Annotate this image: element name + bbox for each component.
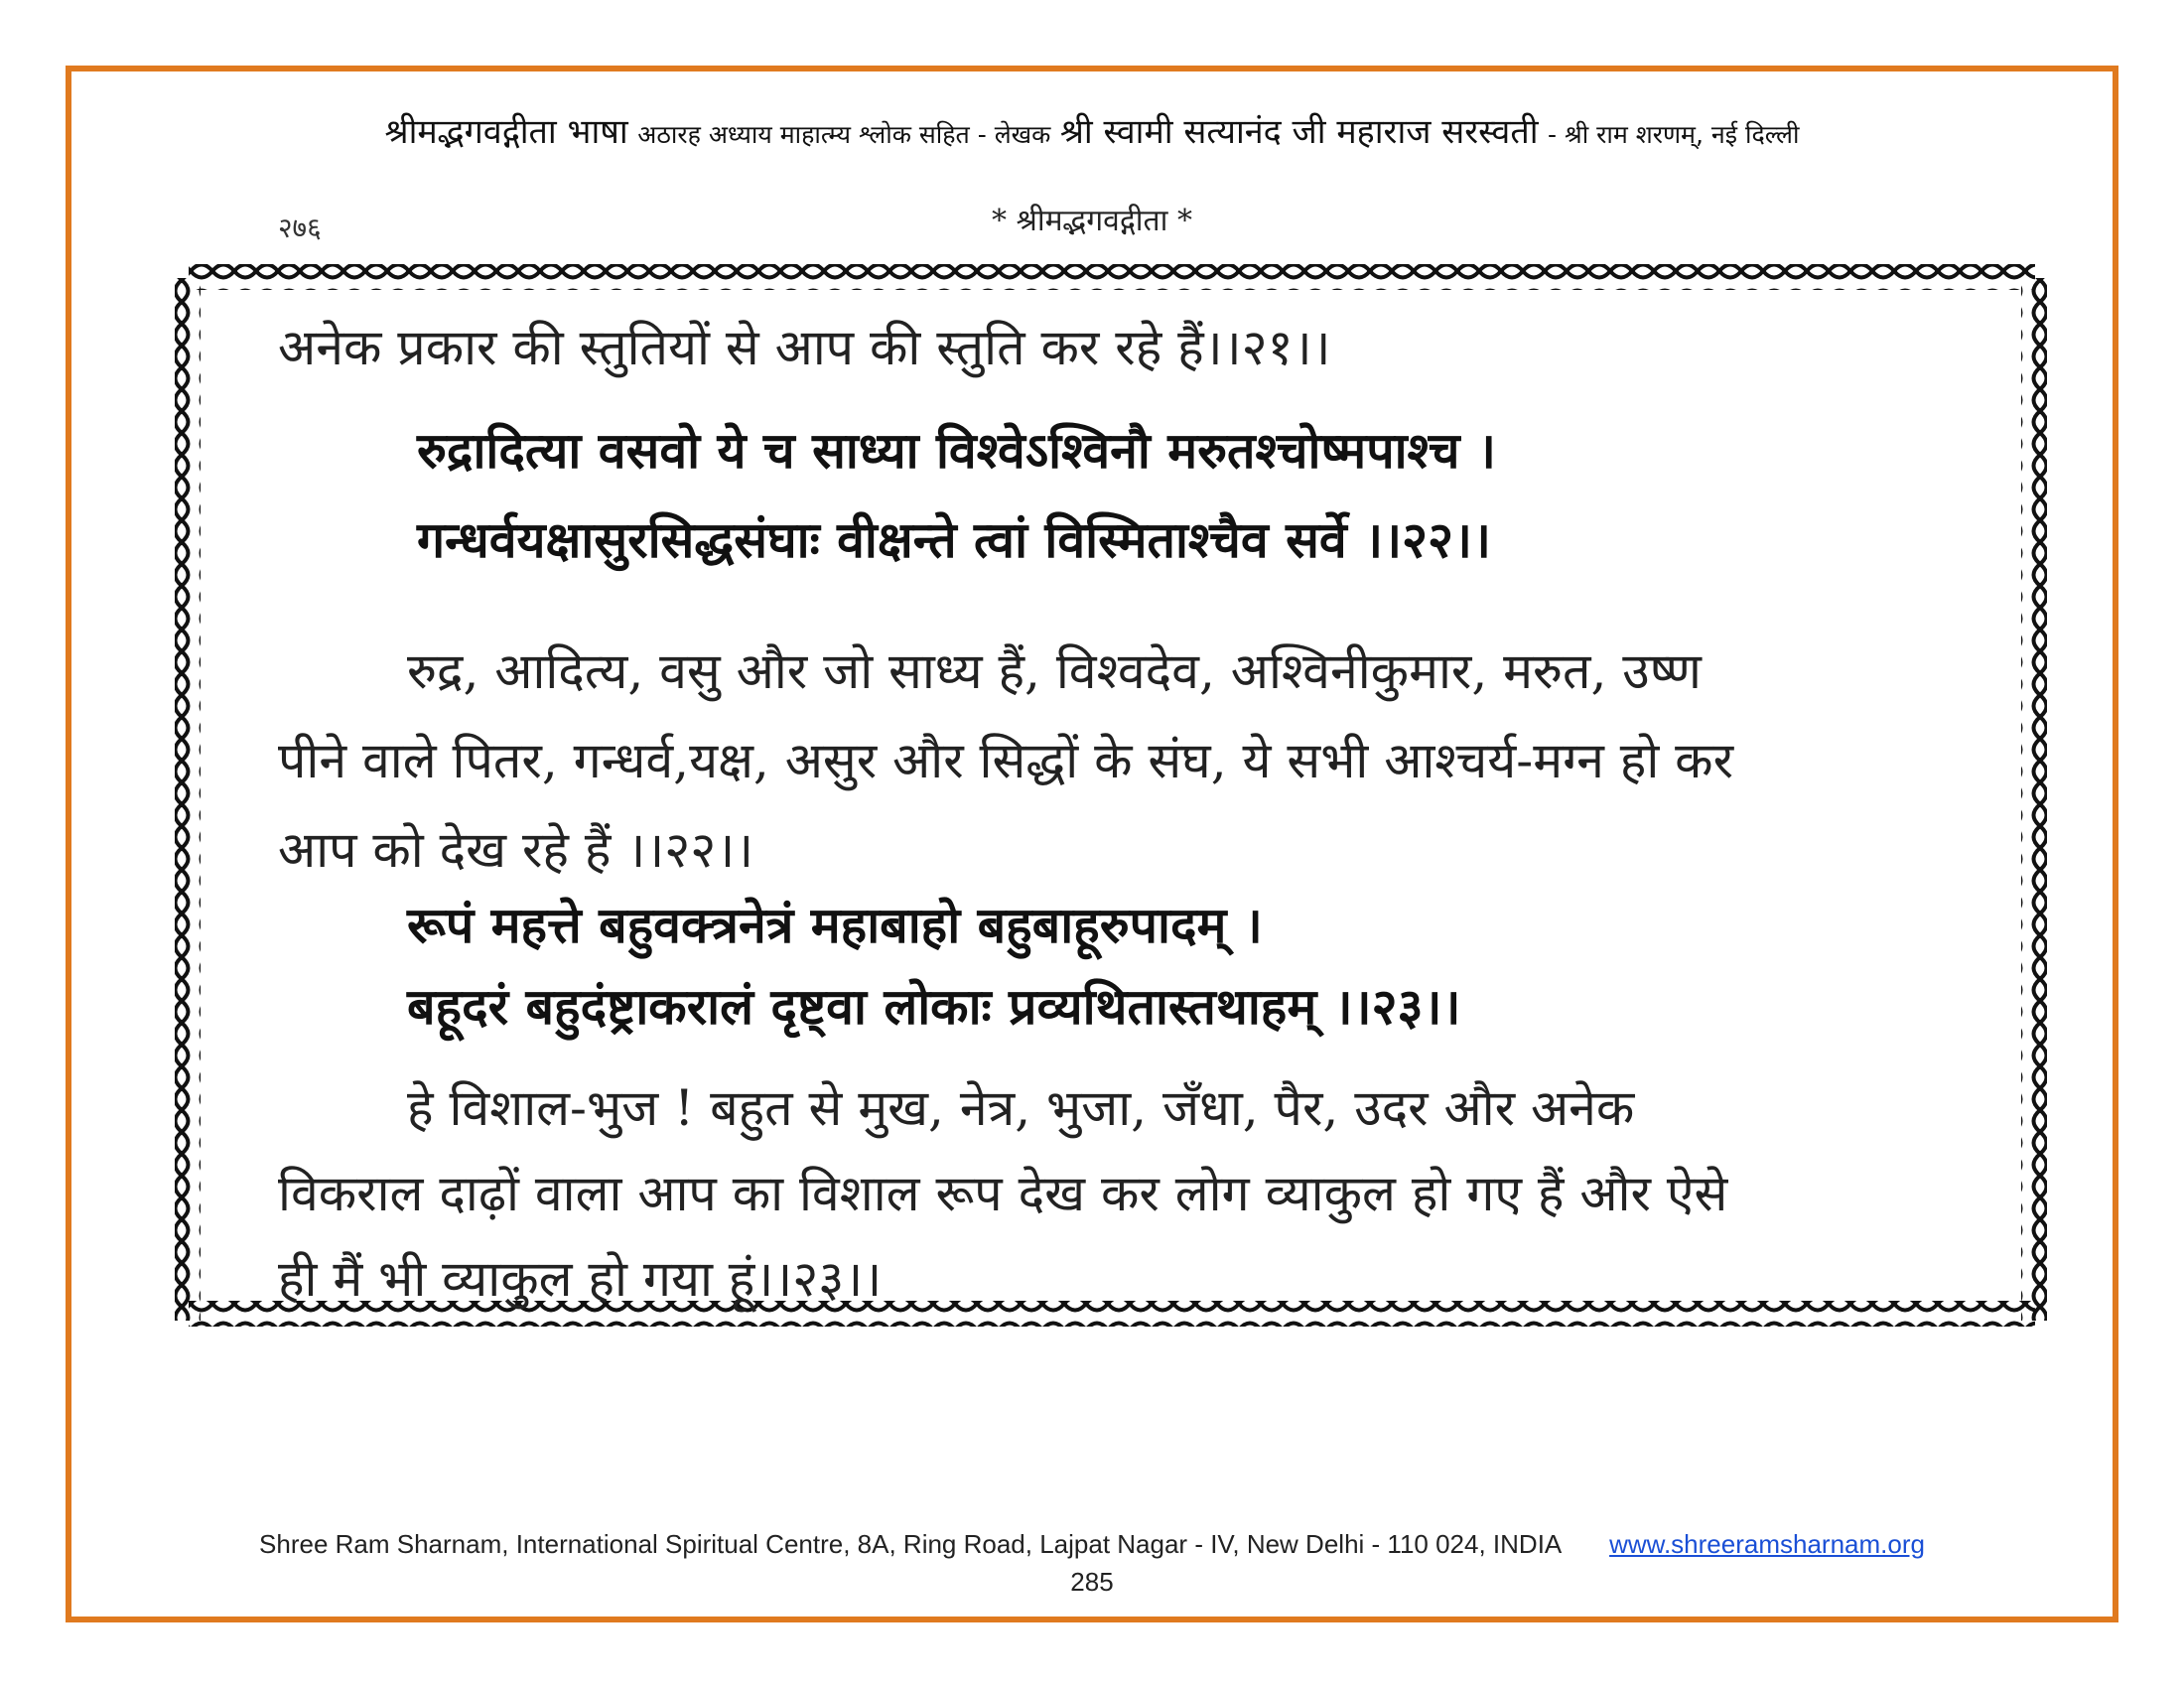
text-line: विकराल दाढ़ों वाला आप का विशाल रूप देख कर लोग व्याकुल हो गए हैं और ऐसे <box>278 1165 1728 1222</box>
footer-page-number: 285 <box>1070 1567 1114 1597</box>
text-line: हे विशाल-भुज ! बहुत से मुख, नेत्र, भुजा, जँधा, पैर, उदर और अनेक <box>407 1079 1635 1137</box>
scan-page-number: २७६ <box>278 211 322 244</box>
text-line: पीने वाले पितर, गन्धर्व,यक्ष, असुर और सिद्धों के संघ, ये सभी आश्चर्य-मग्न हो कर <box>278 732 1734 789</box>
header-title: श्रीमद्भगवद्गीता भाषा <box>384 112 628 152</box>
document-header <box>0 107 2184 153</box>
shloka-line: गन्धर्वयक्षासुरसिद्धसंघाः वीक्षन्ते त्वां विस्मिताश्चैव सर्वे ।।२२।। <box>417 510 1491 569</box>
scanned-page <box>169 258 2065 1340</box>
text-line: अनेक प्रकार की स्तुतियों से आप की स्तुति कर रहे हैं।।२१।। <box>278 319 1331 376</box>
shloka-line: रूपं महत्ते बहुवक्त्रनेत्रं महाबाहो बहुबाहूरुपादम् । <box>407 896 1263 954</box>
text-line: ही मैं भी व्याकुल हो गया हूं।।२३।। <box>278 1250 883 1308</box>
header-author: श्री स्वामी सत्यानंद जी महाराज सरस्वती <box>1059 112 1539 152</box>
footer <box>0 1529 2184 1560</box>
shloka-line: बहूदरं बहुदंष्ट्राकरालं दृष्ट्वा लोकाः प्रव्यथितास्तथाहम् ।।२३।। <box>407 977 1461 1036</box>
website-link[interactable]: www.shreeramsharnam.org <box>1609 1529 1925 1559</box>
scan-running-head: * श्रीमद्भगवद्गीता * <box>992 204 1192 238</box>
footer-address: Shree Ram Sharnam, International Spiritual Centre, 8A, Ring Road, Lajpat Nagar - IV, New Delhi - 110 024, INDIA <box>259 1529 1561 1559</box>
text-line: रुद्र, आदित्य, वसु और जो साध्य हैं, विश्वदेव, अश्विनीकुमार, मरुत, उष्ण <box>407 642 1702 700</box>
header-subtitle: अठारह अध्याय माहात्म्य श्लोक सहित - लेखक <box>637 120 1051 149</box>
shloka-line: रुद्रादित्या वसवो ये च साध्या विश्वेऽश्विनौ मरुतश्चोष्मपाश्च । <box>417 421 1496 480</box>
text-line: आप को देख रहे हैं ।।२२।। <box>278 821 754 879</box>
header-publisher: - श्री राम शरणम्, नई दिल्ली <box>1548 120 1800 149</box>
